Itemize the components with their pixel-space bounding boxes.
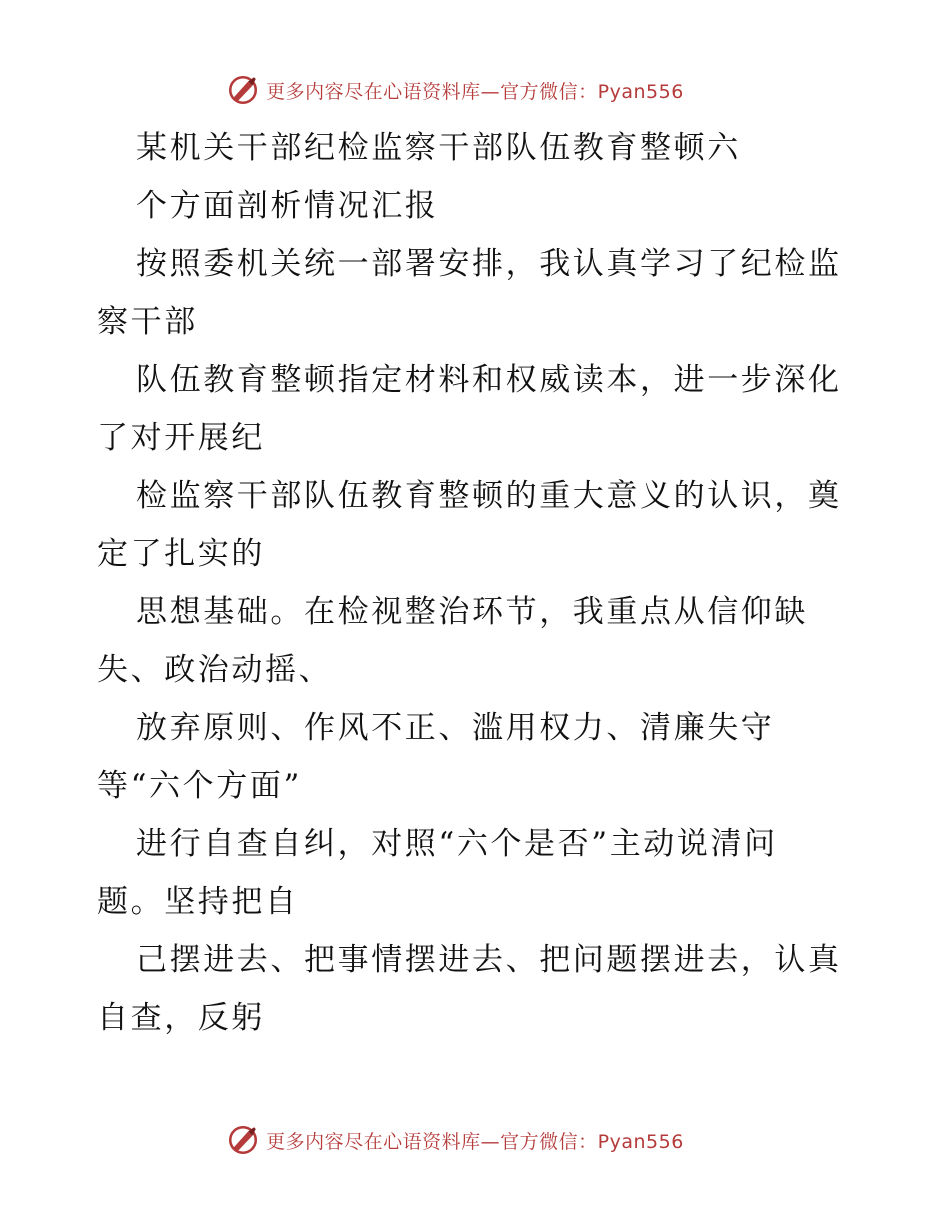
pen-nib-logo-icon [226,1123,260,1157]
text-line: 等“六个方面” [97,768,302,804]
text-line: 思想基础。在检视整治环节，我重点从信仰缺 [136,594,808,630]
watermark-text: 更多内容尽在心语资料库—官方微信：Pyan556 [266,80,684,103]
text-line: 察干部 [97,304,198,340]
text-line: 失、政治动摇、 [97,652,333,688]
text-line: 己摆进去、把事情摆进去、把问题摆进去，认真 [136,942,842,978]
watermark-text: 更多内容尽在心语资料库—官方微信：Pyan556 [266,1130,684,1153]
text-line: 定了扎实的 [97,536,265,572]
text-line: 题。坚持把自 [97,884,299,920]
text-line: 个方面剖析情况汇报 [136,188,439,224]
text-line: 检监察干部队伍教育整顿的重大意义的认识，奠 [136,478,842,514]
footer-watermark [0,1120,950,1160]
text-line: 了对开展纪 [97,420,265,456]
header-watermark [0,70,950,110]
text-line: 进行自查自纠，对照“六个是否”主动说清问 [136,826,778,862]
text-line: 放弃原则、作风不正、滥用权力、清廉失守 [136,710,775,746]
text-line: 按照委机关统一部署安排，我认真学习了纪检监 [136,246,842,282]
text-line: 某机关干部纪检监察干部队伍教育整顿六 [136,130,741,166]
text-line: 自查，反躬 [97,1000,265,1036]
pen-nib-logo-icon [226,73,260,107]
text-line: 队伍教育整顿指定材料和权威读本，进一步深化 [136,362,842,398]
